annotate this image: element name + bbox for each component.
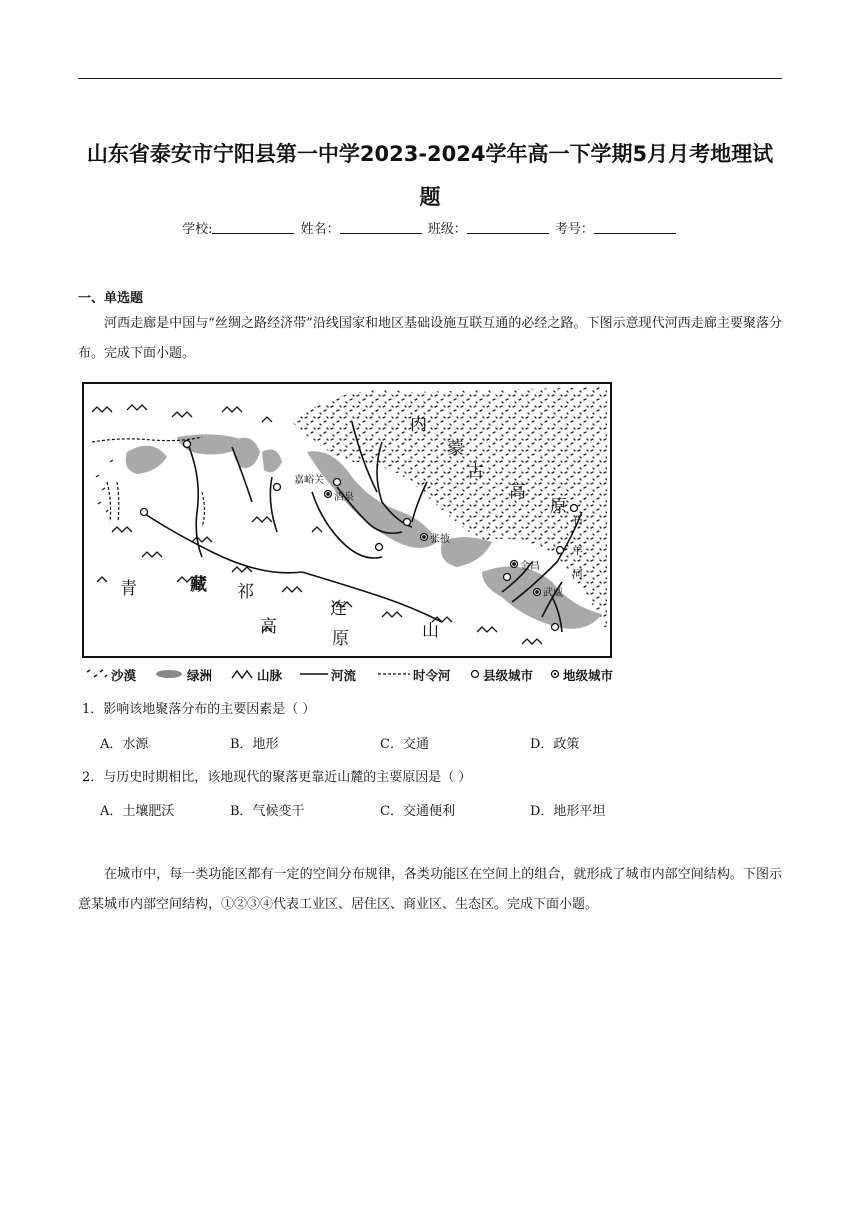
legend-desert-icon — [85, 668, 109, 680]
q2-option-c[interactable]: C．交通便利 — [380, 804, 455, 819]
label-jinchang: 金昌 — [520, 561, 540, 572]
label-zang: 藏 — [190, 575, 207, 595]
label-meng: 蒙 — [447, 439, 464, 459]
label-nei: 内 — [410, 415, 427, 435]
legend-mountain: 山脉 — [257, 668, 283, 683]
label-qi: 祁 — [237, 582, 254, 602]
legend-river: 河流 — [331, 668, 357, 683]
label-gao: 高 — [509, 482, 526, 502]
label-qing: 青 — [120, 579, 137, 599]
student-info-line — [0, 218, 860, 237]
legend-prefecture-city-icon — [549, 667, 561, 681]
hexi-corridor-map — [82, 382, 612, 658]
label-he: 河 — [572, 568, 583, 581]
label-zhangye: 张掖 — [430, 534, 450, 545]
label-jiayuguan: 嘉峪关 — [294, 475, 324, 486]
legend-prefecture-city: 地级城市 — [563, 668, 614, 683]
question-1-stem: 1．影响该地聚落分布的主要因素是（ ） — [82, 702, 316, 717]
label-shi: 石 — [572, 514, 583, 527]
legend-oasis: 绿洲 — [187, 668, 213, 683]
legend-county-city: 县级城市 — [483, 668, 534, 683]
label-yang: 羊 — [572, 544, 583, 557]
name-blank — [340, 221, 422, 234]
school-blank — [212, 221, 294, 234]
school-label: 学校: — [182, 222, 213, 237]
legend-oasis-icon — [155, 668, 183, 680]
passage-2: 在城市中，每一类功能区都有一定的空间分布规律，各类功能区在空间上的组合，就形成了城市内部空间结构。下图示意某城市内部空间结构，①②③④代表工业区、居住区、商业区、生态区。完成下面小题。 — [78, 867, 782, 912]
paper-title-line2: 题 — [419, 185, 441, 209]
q2-option-a[interactable]: A．土壤肥沃 — [100, 804, 175, 819]
q1-option-d[interactable]: D．政策 — [530, 737, 580, 752]
q2-option-d[interactable]: D．地形平坦 — [530, 804, 606, 819]
class-blank — [467, 221, 549, 234]
label-lian: 连 — [330, 599, 347, 619]
paper-title-line1: 山东省泰安市宁阳县第一中学2023-2024学年高一下学期5月月考地理试 — [86, 142, 774, 166]
legend-river-icon — [299, 668, 329, 680]
passage-1: 河西走廊是中国与“丝绸之路经济带”沿线国家和地区基础设施互联互通的必经之路。下图示意现代河西走廊主要聚落分布。完成下面小题。 — [78, 316, 782, 361]
label-gao2: 高 — [260, 617, 277, 637]
exam-no-blank — [594, 221, 676, 234]
q1-option-c[interactable]: C．交通 — [380, 737, 429, 752]
label-yuan: 原 — [550, 497, 567, 517]
label-wuwei: 武威 — [543, 588, 563, 599]
label-yuan2: 原 — [332, 629, 349, 649]
label-jiuquan: 酒泉 — [334, 492, 354, 503]
exam-no-label: 考号： — [554, 222, 594, 237]
map-legend — [85, 664, 625, 684]
legend-county-city-icon — [469, 667, 481, 681]
label-gu: 古 — [467, 462, 484, 482]
question-2-stem: 2．与历史时期相比，该地现代的聚落更靠近山麓的主要原因是（ ） — [82, 770, 472, 785]
name-label: 姓名： — [300, 222, 340, 237]
legend-seasonal-river-icon — [377, 668, 411, 680]
legend-desert: 沙漠 — [111, 668, 137, 683]
river-labels — [572, 514, 583, 581]
section-heading: 一、单选题 — [78, 291, 144, 306]
header-rule — [78, 78, 782, 79]
q1-option-b[interactable]: B．地形 — [230, 737, 279, 752]
legend-seasonal-river: 时令河 — [413, 668, 451, 683]
label-shan: 山 — [422, 621, 439, 641]
q2-option-b[interactable]: B．气候变干 — [230, 804, 305, 819]
class-label: 班级： — [427, 222, 467, 237]
q1-option-a[interactable]: A．水源 — [100, 737, 149, 752]
legend-mountain-icon — [231, 668, 255, 680]
